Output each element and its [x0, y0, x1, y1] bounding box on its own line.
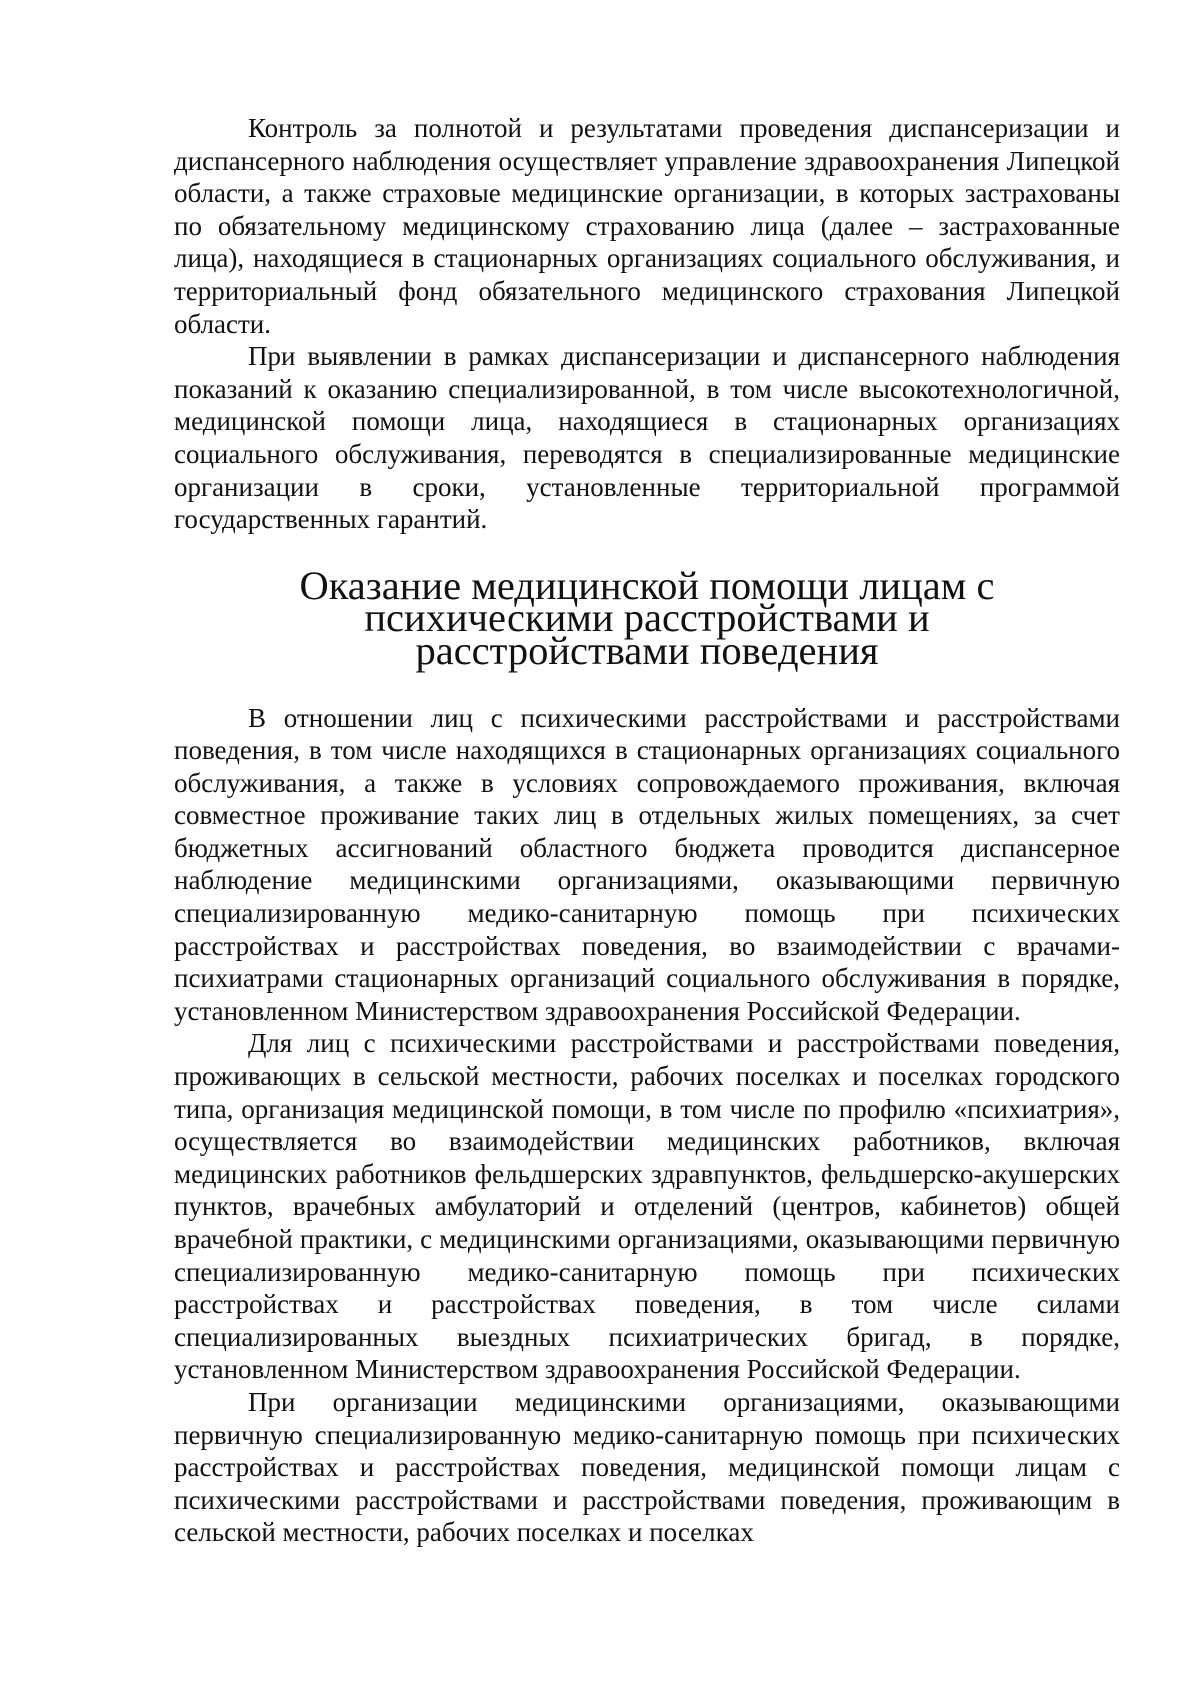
- paragraph-rural-residents: Для лиц с психическими расстройствами и расстройствами поведения, проживающих в сельской местности, рабочих поселках и поселках городского типа, организация медицинской помощи, в том числе по профилю «психиатрия», осуществляется во взаимодействии медицинских работников, включая медицинских работников фельдшерских здравпунктов, фельдшерско-акушерских пунктов, врачебных амбулаторий и отделений (центров, кабинетов) общей врачебной практики, с медицинскими организациями, оказывающими первичную специализированную медико-санитарную помощь при психических расстройствах и расстройствах поведения, в том числе силами специализированных выездных психиатрических бригад, в порядке, установленном Министерством здравоохранения Российской Федерации.: [174, 1028, 1120, 1385]
- section-heading-line-2: расстройствами поведения: [415, 627, 879, 673]
- section-heading-line-1: Оказание медицинской помощи лицам с психическими расстройствами и: [299, 562, 995, 641]
- paragraph-dispensary-observation: В отношении лиц с психическими расстройствами и расстройствами поведения, в том числе находящихся в стационарных организациях социального обслуживания, а также в условиях сопровождаемого проживания, включая совместное проживание таких лиц в отдельных жилых помещениях, за счет бюджетных ассигнований областного бюджета проводится диспансерное наблюдение медицинскими организациями, оказывающими первичную специализированную медико-санитарную помощь при психических расстройствах и расстройствах поведения, во взаимодействии с врачами-психиатрами стационарных организаций социального обслуживания в порядке, установленном Министерством здравоохранения Российской Федерации.: [174, 702, 1120, 1026]
- paragraph-control-oversight: Контроль за полнотой и результатами проведения диспансеризации и диспансерного наблюдения осуществляет управление здравоохранения Липецкой области, а также страховые медицинские организации, в которых застрахованы по обязательному медицинскому страхованию лица (далее – застрахованные лица), находящиеся в стационарных организациях социального обслуживания, и территориальный фонд обязательного медицинского страхования Липецкой области.: [174, 113, 1120, 339]
- paragraph-specialized-transfer: При выявлении в рамках диспансеризации и диспансерного наблюдения показаний к оказанию специализированной, в том числе высокотехнологичной, медицинской помощи лица, находящиеся в стационарных организациях социального обслуживания, переводятся в специализированные медицинские организации в сроки, установленные территориальной программой государственных гарантий.: [174, 341, 1120, 535]
- section-heading: [174, 562, 1120, 673]
- document-body: [174, 112, 1120, 1549]
- paragraph-organization-care: При организации медицинскими организациями, оказывающими первичную специализированную медико-санитарную помощь при психических расстройствах и расстройствах поведения, медицинской помощи лицам с психическими расстройствами и расстройствами поведения, проживающим в сельской местности, рабочих поселках и поселках: [174, 1386, 1120, 1548]
